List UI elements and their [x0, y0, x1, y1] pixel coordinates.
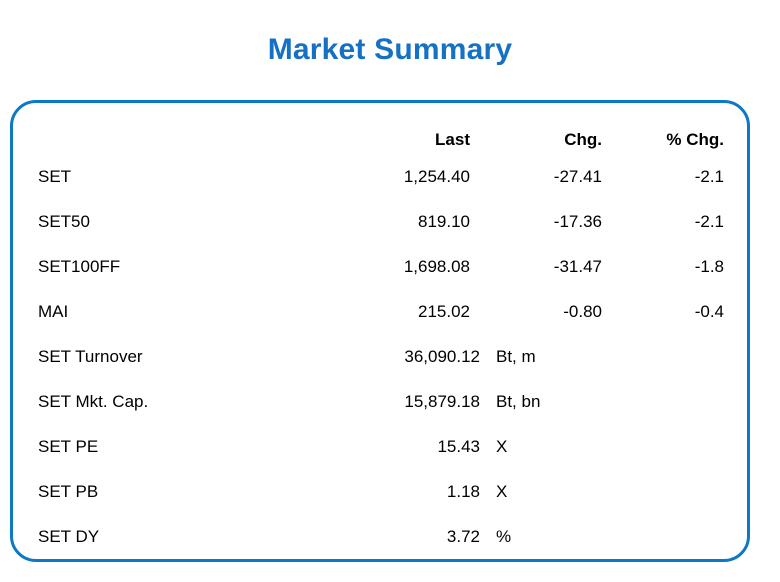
table-row [10, 469, 750, 514]
row-unit: Bt, bn [496, 391, 541, 411]
row-chg: -0.80 [563, 301, 602, 321]
row-label: SET DY [38, 526, 100, 546]
page-title: Market Summary [267, 33, 513, 66]
row-last: 1,254.40 [403, 166, 470, 186]
table-row [10, 334, 750, 379]
row-last: 15.43 [437, 436, 480, 456]
row-value-with-unit [320, 334, 750, 379]
row-value-with-unit [320, 424, 750, 469]
row-last: 3.72 [446, 526, 480, 546]
row-label: MAI [38, 301, 69, 321]
row-label: SET Mkt. Cap. [38, 391, 149, 411]
row-last: 819.10 [418, 211, 470, 231]
table-header-row [10, 100, 750, 154]
row-pchg: -2.1 [694, 166, 724, 186]
row-value-with-unit [320, 514, 750, 559]
column-header-pchg: % Chg. [666, 130, 724, 149]
row-pchg: -2.1 [694, 211, 724, 231]
table-row [10, 244, 750, 289]
column-header-last: Last [435, 130, 470, 149]
row-label: SET PE [38, 436, 99, 456]
row-chg: -31.47 [553, 256, 602, 276]
column-header-label [10, 100, 320, 154]
row-pchg: -1.8 [694, 256, 724, 276]
table-row [10, 199, 750, 244]
table-row [10, 424, 750, 469]
row-pchg: -0.4 [694, 301, 724, 321]
column-header-chg: Chg. [564, 130, 602, 149]
row-value-with-unit [320, 379, 750, 424]
row-unit: % [496, 526, 512, 546]
row-value-with-unit [320, 469, 750, 514]
row-label: SET Turnover [38, 346, 143, 366]
row-label: SET [38, 166, 72, 186]
row-last: 215.02 [418, 301, 470, 321]
row-last: 1.18 [446, 481, 480, 501]
table-row [10, 154, 750, 199]
table-row [10, 379, 750, 424]
market-summary-table [10, 100, 750, 559]
table-body [10, 154, 750, 559]
row-unit: Bt, m [496, 346, 536, 366]
row-chg: -27.41 [553, 166, 602, 186]
row-last: 36,090.12 [404, 346, 480, 366]
row-chg: -17.36 [553, 211, 602, 231]
row-label: SET100FF [38, 256, 121, 276]
row-last: 1,698.08 [403, 256, 470, 276]
row-label: SET PB [38, 481, 99, 501]
row-unit: X [496, 481, 508, 501]
row-unit: X [496, 436, 508, 456]
row-last: 15,879.18 [404, 391, 480, 411]
table-row [10, 514, 750, 559]
row-label: SET50 [38, 211, 90, 231]
table-row [10, 289, 750, 334]
